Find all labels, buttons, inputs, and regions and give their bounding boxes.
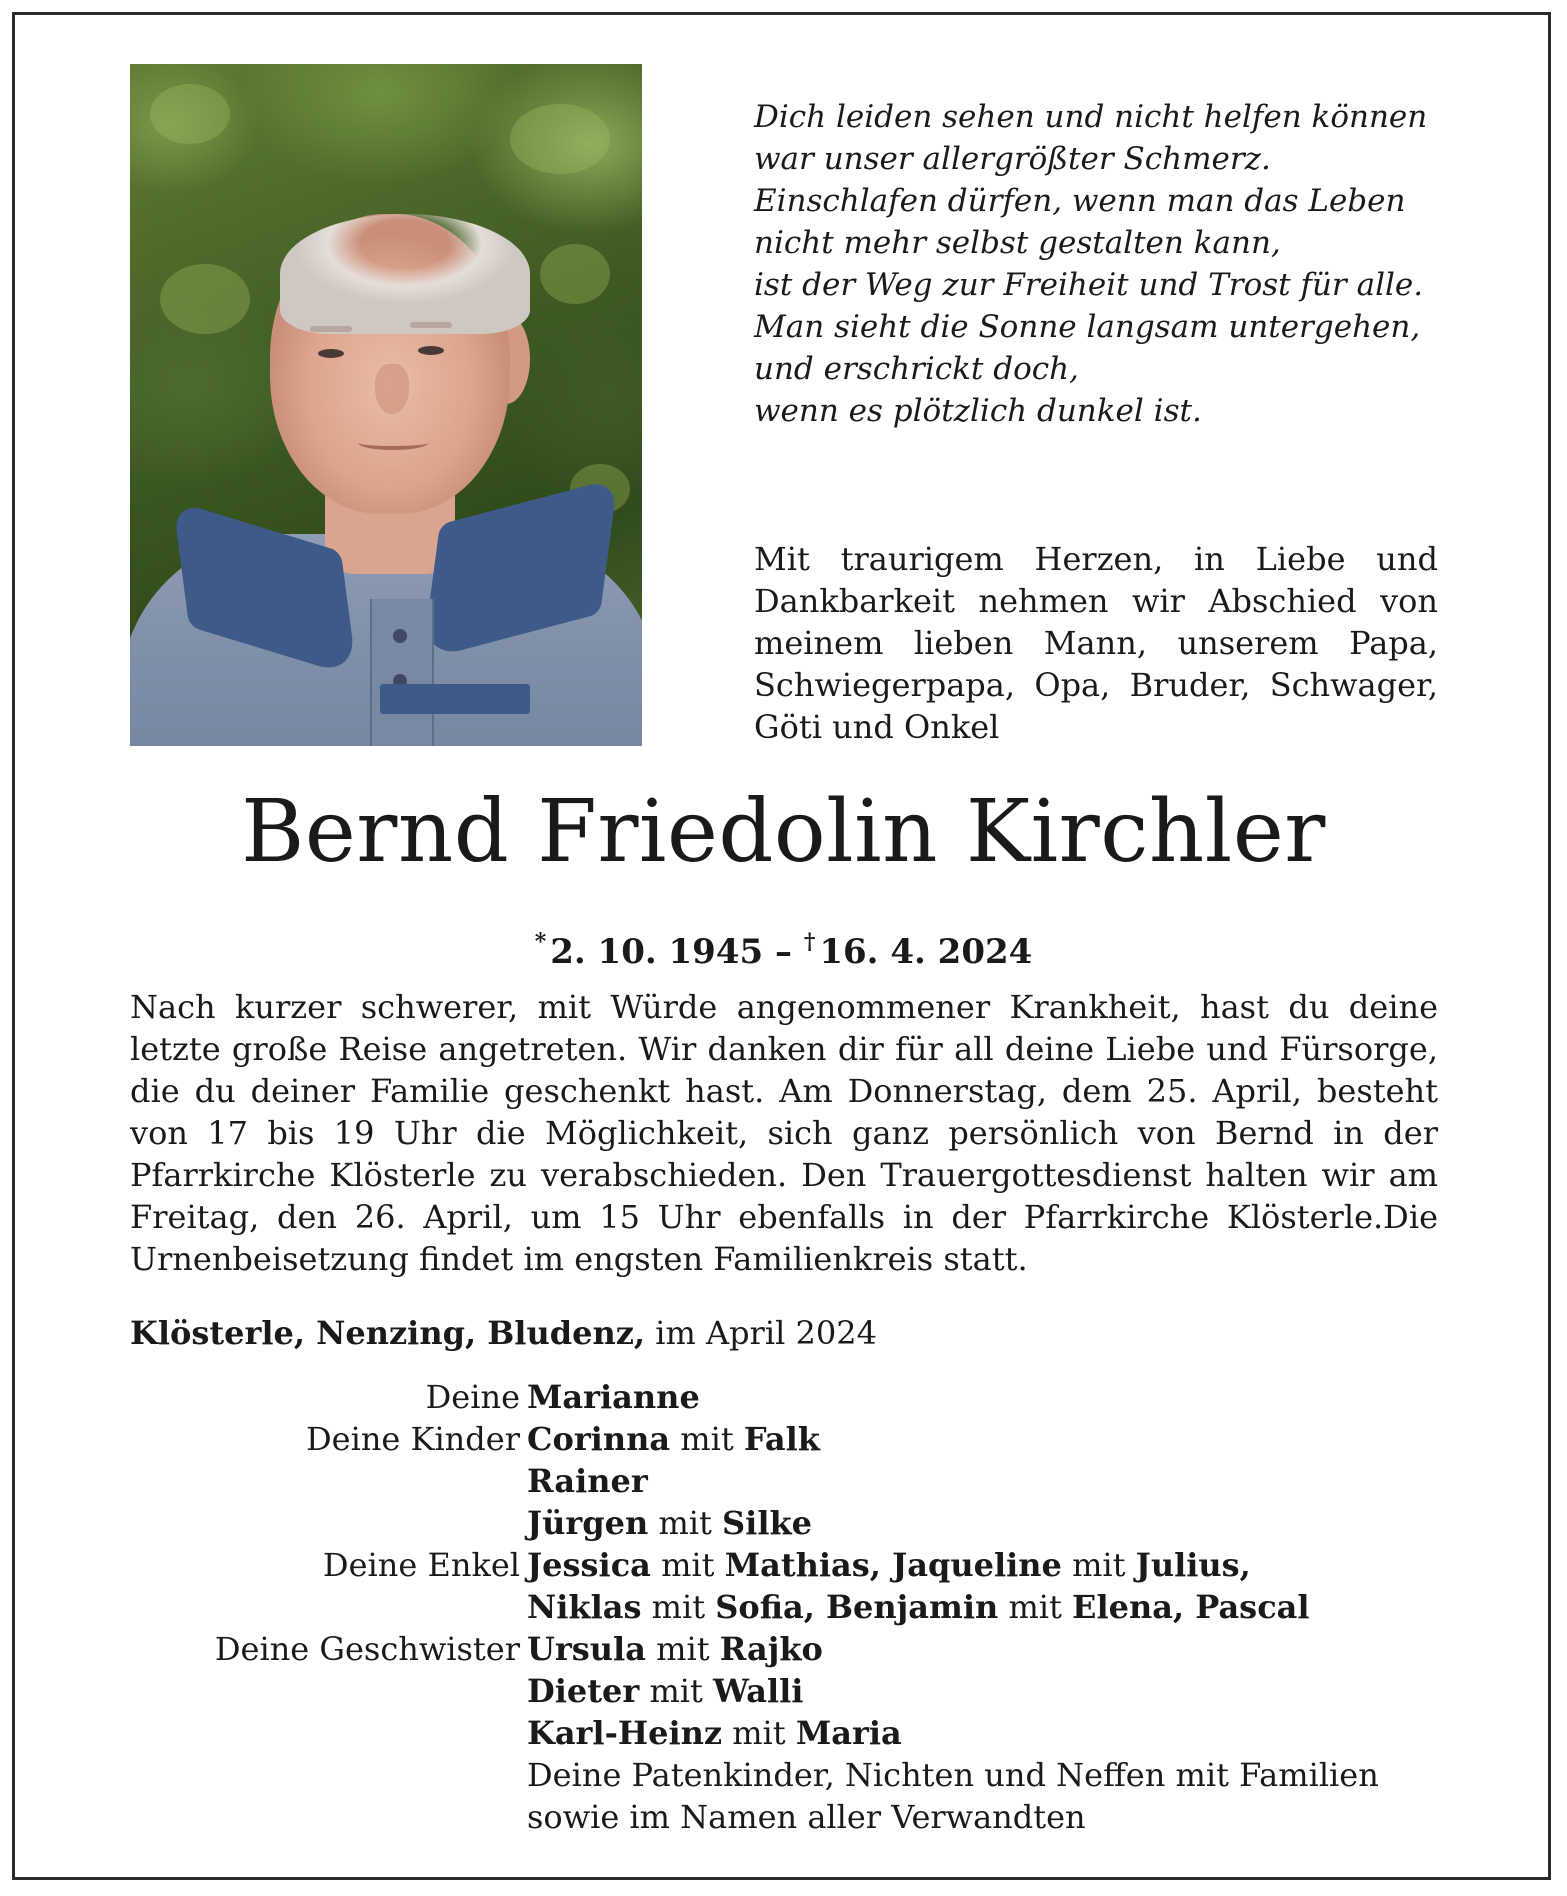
- mourner-name: Marianne: [527, 1378, 700, 1416]
- birth-symbol: *: [534, 929, 547, 955]
- mourner-connector: mit: [641, 1588, 716, 1626]
- portrait-photo: [130, 64, 642, 746]
- foliage-highlight: [510, 104, 610, 174]
- announcement-date: im April 2024: [645, 1314, 877, 1352]
- poem-line: Einschlafen dürfen, wenn man das Leben: [754, 183, 1406, 219]
- mourner-names: [527, 1796, 1086, 1838]
- place-and-date: [130, 1312, 1330, 1354]
- mourner-row: [0, 1670, 1567, 1712]
- mourner-row: [0, 1628, 1567, 1670]
- mourner-name: Dieter: [527, 1672, 640, 1710]
- mourner-connector: sowie im Namen aller Verwandten: [527, 1798, 1086, 1836]
- mourner-group-label: Deine Geschwister: [214, 1630, 520, 1668]
- mourner-names: [527, 1502, 812, 1544]
- shirt-pocket: [380, 684, 530, 714]
- foliage-highlight: [160, 264, 250, 334]
- mourner-row: [0, 1376, 1567, 1418]
- mourner-name: Rajko: [719, 1630, 823, 1668]
- foliage-highlight: [150, 84, 230, 144]
- mourner-row: [0, 1460, 1567, 1502]
- mourner-row: [0, 1754, 1567, 1796]
- announcement-text: Nach kurzer schwerer, mit Würde angenommener Krankheit, hast du deine letzte große Reise angetreten. Wir danken dir für all deine Liebe und Fürsorge, die du deiner Familie geschenkt hast. Am Donnerstag, dem 25. April, besteht von 17 bis 19 Uhr die Möglichkeit, sich ganz persönlich von Bernd in der Pfarrkirche Klösterle zu verabschieden. Den Trauergottesdienst halten wir am Freitag, den 26. April, um 15 Uhr ebenfalls in der Pfarrkirche Klösterle.Die Urnenbeisetzung findet im engsten Familienkreis statt.: [130, 988, 1438, 1278]
- mourner-connector: mit: [998, 1588, 1073, 1626]
- mourner-row: [0, 1712, 1567, 1754]
- mourner-names: [527, 1544, 1251, 1586]
- mourner-name: Jürgen: [527, 1504, 649, 1542]
- mourner-name: Elena, Pascal: [1072, 1588, 1310, 1626]
- place-names: Klösterle, Nenzing, Bludenz,: [130, 1314, 646, 1352]
- mourner-names: [527, 1628, 823, 1670]
- death-date: 16. 4. 2024: [819, 932, 1033, 972]
- mourner-names: [527, 1418, 820, 1460]
- poem-line: Man sieht die Sonne langsam untergehen,: [754, 309, 1421, 345]
- eyebrow: [310, 326, 352, 332]
- mourner-name: Corinna: [527, 1420, 671, 1458]
- hair: [280, 214, 530, 334]
- mourner-names: [527, 1754, 1379, 1796]
- mourner-connector: Deine Patenkinder, Nichten und Neffen mit Familien: [527, 1756, 1379, 1794]
- mourner-row: [0, 1544, 1567, 1586]
- poem-line: nicht mehr selbst gestalten kann,: [754, 225, 1281, 261]
- mourner-name: Ursula: [527, 1630, 646, 1668]
- poem: [754, 96, 1474, 432]
- mourner-names: [527, 1376, 700, 1418]
- poem-line: Dich leiden sehen und nicht helfen können: [754, 99, 1428, 135]
- mourner-row: [0, 1586, 1567, 1628]
- poem-line: war unser allergrößter Schmerz.: [754, 141, 1271, 177]
- mourner-name: Falk: [743, 1420, 820, 1458]
- mouth: [358, 436, 428, 450]
- mourner-name: Julius,: [1135, 1546, 1251, 1584]
- mourner-connector: mit: [650, 1546, 725, 1584]
- deceased-name: Bernd Friedolin Kirchler: [241, 782, 1326, 882]
- poem-line: ist der Weg zur Freiheit und Trost für alle.: [754, 267, 1424, 303]
- mourner-name: Walli: [713, 1672, 804, 1710]
- mourner-names: [527, 1460, 648, 1502]
- mourner-connector: mit: [645, 1630, 720, 1668]
- mourner-connector: mit: [670, 1420, 744, 1458]
- mourner-connector: mit: [722, 1714, 796, 1752]
- mourners-list: [0, 1376, 1567, 1838]
- nose: [375, 364, 409, 414]
- shirt-button: [393, 629, 407, 643]
- mourner-name: Karl-Heinz: [527, 1714, 723, 1752]
- mourner-name: Rainer: [527, 1462, 648, 1500]
- mourner-group-label: Deine Enkel: [322, 1546, 520, 1584]
- poem-line: wenn es plötzlich dunkel ist.: [754, 393, 1202, 429]
- mourner-names: [527, 1670, 803, 1712]
- mourner-group-label: Deine Kinder: [305, 1420, 520, 1458]
- intro-paragraph: Mit traurigem Herzen, in Liebe und Dankbarkeit nehmen wir Abschied von meinem lieben Mann, unserem Papa, Schwiegerpapa, Opa, Bruder, Schwager, Göti und Onkel: [754, 540, 1438, 746]
- mourner-name: Niklas: [527, 1588, 642, 1626]
- mourner-connector: mit: [639, 1672, 714, 1710]
- birth-date: 2. 10. 1945: [550, 932, 764, 972]
- mourner-names: [527, 1586, 1310, 1628]
- mourner-row: [0, 1796, 1567, 1838]
- eyebrow: [410, 322, 452, 328]
- mourner-name: Silke: [722, 1504, 812, 1542]
- eye: [318, 349, 344, 358]
- mourner-name: Maria: [795, 1714, 902, 1752]
- poem-line: und erschrickt doch,: [754, 351, 1079, 387]
- mourner-connector: mit: [1061, 1546, 1136, 1584]
- date-separator: –: [763, 932, 804, 972]
- mourner-connector: mit: [648, 1504, 723, 1542]
- mourner-name: Sofia, Benjamin: [715, 1588, 999, 1626]
- foliage-highlight: [540, 244, 610, 304]
- mourner-names: [527, 1712, 902, 1754]
- death-symbol: †: [803, 929, 816, 955]
- mourner-row: [0, 1502, 1567, 1544]
- shirt-placket: [370, 599, 434, 746]
- eye: [418, 346, 444, 355]
- life-dates: [0, 920, 1567, 974]
- mourner-row: [0, 1418, 1567, 1460]
- mourner-name: Jessica: [527, 1546, 651, 1584]
- mourner-group-label: Deine: [425, 1378, 520, 1416]
- mourner-name: Mathias, Jaqueline: [724, 1546, 1062, 1584]
